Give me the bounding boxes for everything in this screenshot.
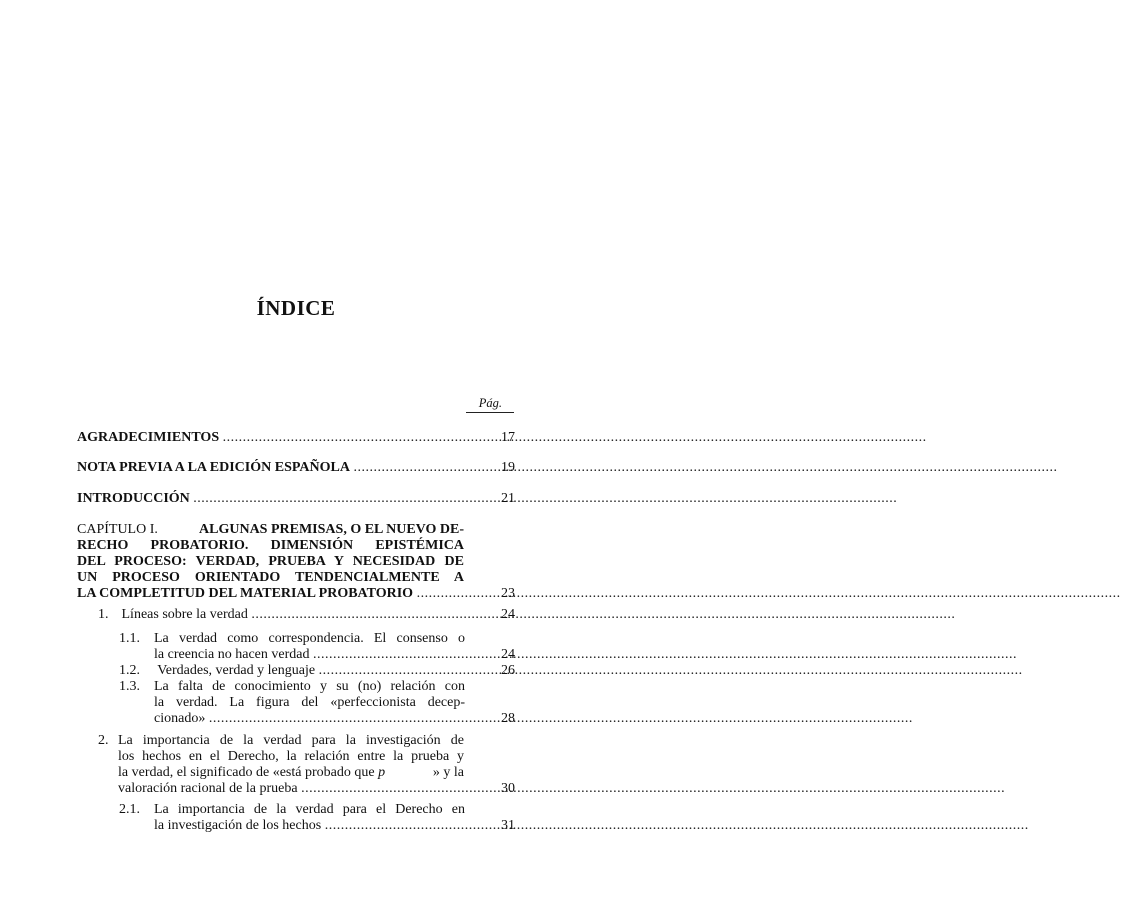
toc-page-number: 24: [501, 647, 515, 662]
toc-entry-section-1-3[interactable]: [119, 679, 515, 727]
toc-entry-label-line: [118, 765, 464, 781]
dot-leader: [251, 607, 955, 622]
toc-entry-label-line: La falta de conocimiento y su (no) relación con: [154, 679, 465, 694]
dot-leader: [193, 491, 897, 506]
toc-entry-label-line: La verdad como correspondencia. El consenso o: [154, 631, 465, 646]
chapter-prefix: CAPÍTULO I.: [77, 522, 158, 537]
dot-leader: [223, 430, 927, 445]
dot-leader: [325, 818, 1029, 833]
chapter-title-line: DEL PROCESO: VERDAD, PRUEBA Y NECESIDAD DE: [77, 554, 464, 569]
toc-page-number: 19: [501, 460, 515, 475]
toc-entry-label-line: valoración racional de la prueba: [118, 781, 298, 796]
toc-entry-label: NOTA PREVIA A LA EDICIÓN ESPAÑOLA: [77, 460, 350, 475]
section-number: 2.: [98, 733, 109, 748]
toc-entry-section-2-1[interactable]: [119, 802, 515, 834]
toc-entry-introduccion[interactable]: [77, 491, 515, 507]
toc-entry-agradecimientos[interactable]: [77, 430, 515, 446]
section-number: 2.1.: [119, 802, 140, 817]
index-title: ÍNDICE: [256, 296, 336, 320]
dot-leader: [353, 460, 1057, 475]
dot-leader: [417, 586, 1121, 601]
chapter-title-line: ALGUNAS PREMISAS, O EL NUEVO DE-: [199, 522, 464, 537]
toc-entry-label-line: la creencia no hacen verdad: [154, 647, 310, 662]
toc-entry-label: Líneas sobre la verdad: [121, 607, 248, 622]
chapter-title-line: RECHO PROBATORIO. DIMENSIÓN EPISTÉMICA: [77, 538, 464, 553]
toc-page-number: 30: [501, 781, 515, 796]
label-fragment-italic: p: [378, 765, 386, 780]
toc-page-number: 21: [501, 491, 515, 506]
chapter-title-line: UN PROCESO ORIENTADO TENDENCIALMENTE A: [77, 570, 464, 585]
toc-entry-label-line: la investigación de los hechos: [154, 818, 322, 833]
toc-entry-label-line: La importancia de la verdad para el Derecho en: [154, 802, 465, 817]
label-fragment: la verdad, el significado de «está probado que: [118, 765, 379, 780]
toc-entry-section-2[interactable]: [98, 733, 515, 797]
toc-page-number: 31: [501, 818, 515, 833]
toc-entry-label: INTRODUCCIÓN: [77, 491, 190, 506]
toc-entry-label-line: los hechos en el Derecho, la relación entre la prueba y: [118, 749, 464, 764]
toc-entry-label-line: cionado»: [154, 711, 206, 726]
dot-leader: [319, 663, 1023, 678]
toc-page-number: 28: [501, 711, 515, 726]
toc-page-number: 23: [501, 586, 515, 601]
section-number: 1.1.: [119, 631, 140, 646]
dot-leader: [313, 647, 1017, 662]
page-column-header: Pág.: [466, 396, 514, 413]
dot-leader: [209, 711, 913, 726]
toc-entry-section-1-1[interactable]: [119, 631, 515, 663]
toc-entry-capitulo-1[interactable]: [77, 522, 515, 602]
toc-entry-label-line: la verdad. La figura del «perfeccionista decep-: [154, 695, 465, 710]
toc-entry-label-line: La importancia de la verdad para la investigación de: [118, 733, 464, 748]
toc-entry-section-1-2[interactable]: [119, 663, 515, 679]
section-number: 1.3.: [119, 679, 140, 694]
toc-page-number: 24: [501, 607, 515, 622]
dot-leader: [301, 781, 1005, 796]
toc-entry-nota-previa[interactable]: [77, 460, 515, 476]
section-number: 1.2.: [119, 663, 140, 678]
section-number: 1.: [98, 607, 109, 622]
toc-page-number: 26: [501, 663, 515, 678]
toc-entry-label: Verdades, verdad y lenguaje: [157, 663, 316, 678]
toc-entry-label: AGRADECIMIENTOS: [77, 430, 220, 445]
chapter-title-line: LA COMPLETITUD DEL MATERIAL PROBATORIO: [77, 586, 414, 601]
toc-page-number: 17: [501, 430, 515, 445]
label-fragment: » y la: [432, 765, 464, 780]
toc-entry-section-1[interactable]: [98, 607, 515, 623]
